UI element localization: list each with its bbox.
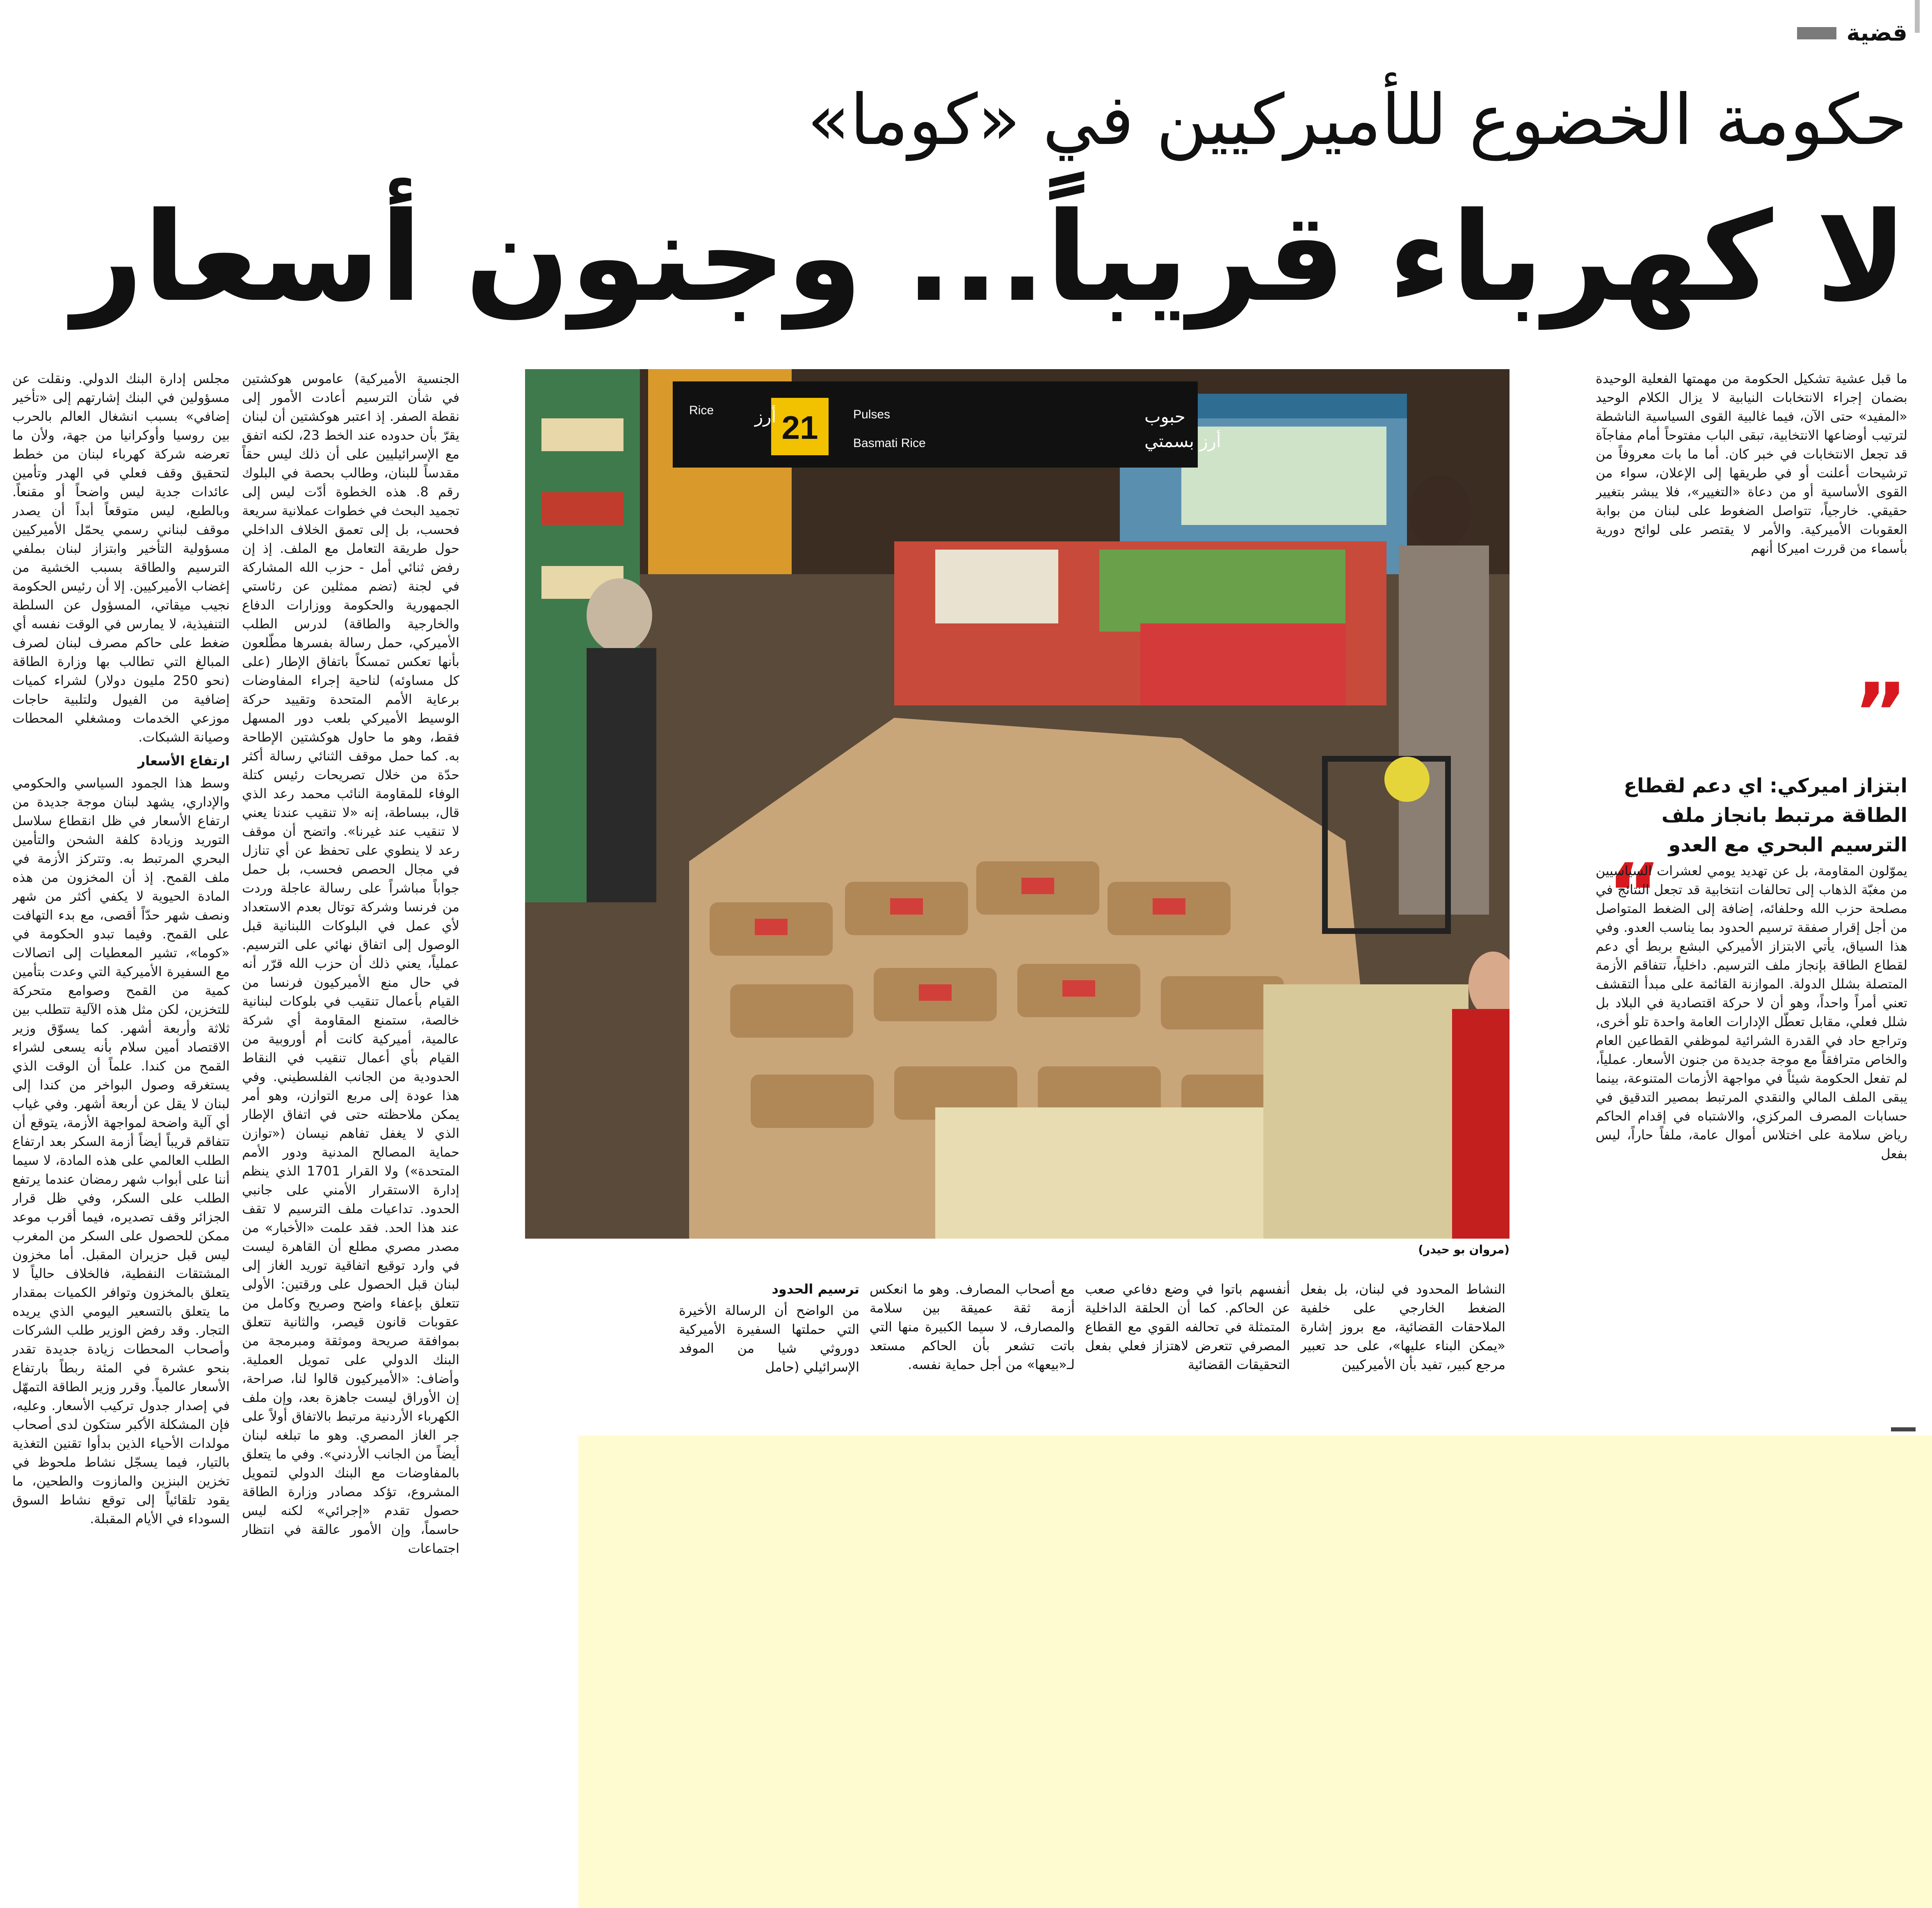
article-col-right-bottom [1596,861,1907,1419]
sign-number: 21 [781,409,818,446]
article-col-left [12,369,230,1813]
article-paragraph: وسط هذا الجمود السياسي والحكومي والإداري، يشهد لبنان موجة جديدة من ارتفاع الأسعار في ظل انقطاع سلاسل التوريد وزيادة كلفة الشحن والتأمين البحري المرتبط به. وتتركز الأزمة في ملف القمح. إذ أن المخزون من هذه المادة الحيوية لا يكفي أكثر من شهر ونصف شهر حدّاً أقصى، مع بدء التهافت على القمح. وفيما تبدو الحكومة في «كوما»، تشير المعطيات إلى اتصالات مع السفيرة الأميركية التي وعدت بتأمين كمية من القمح وصوامع متحركة للتخزين، لكن مثل هذه الآلية تتطلب بين ثلاثة وأربعة أشهر. كما يسوّق وزير الاقتصاد أمين سلام بأنه يسعى لشراء القمح من كندا. علماً أن الوقت الذي يستغرقه وصول البواخر من كندا إلى لبنان لا يقل عن أربعة أشهر. وفي غياب أي آلية واضحة لمواجهة الأزمة، يتوقع أن تتفاقم قريباً أيضاً أزمة السكر بعد ارتفاع الطلب العالمي على هذه المادة، لا سيما أننا على أبواب شهر رمضان عندما يرتفع الطلب على السكر، وفي ظل قرار الجزائر وقف تصديره، فيما أقرب موعد ممكن للحصول على السكر من المغرب ليس قبل حزيران المقبل. أما مخزون المشتقات النفطية، فالخلاف حالياً لا يتعلق بالمخزون وتوافر الكميات بمقدار ما يتعلق بالتسعير اليومي الذي يريده التجار. وقد رفض الوزير طلب الشركات وأصحاب المحطات زيادة جديدة تقدر بنحو عشرة في المئة ربطاً بارتفاع الأسعار عالمياً. وقرر وزير الطاقة التمهّل في إصدار جدول تركيب الأسعار. وعليه، فإن المشكلة الأكبر ستكون لدى أصحاب مولدات الأحياء الذين بدأوا تقنين التغذية بالتيار، فيما يسجّل نشاط ملحوظ في تخزين البنزين والمازوت والطحين، ما يقود تلقائياً إلى توقع نشاط السوق السوداء في الأيام المقبلة. [12,775,230,1527]
article-paragraph: مع أصحاب المصارف. وهو ما انعكس أزمة ثقة عميقة بين سلامة والمصارف، لا سيما الكبيرة منها التي باتت تشعر بأن الحاكم مستعد لـ«بيعها» من أجل حماية نفسه. [870,1281,1075,1372]
ad-placeholder [578,1436,1932,1908]
sign-en-left: Rice [689,404,714,417]
photo-illustration [525,369,1510,1239]
sign-ar-left: أرز [755,406,776,427]
article-paragraph: النشاط المحدود في لبنان، بل بفعل الضغط الخارجي على خلفية الملاحقات القضائية، مع بروز إشارة «يمكن البناء عليها»، على حد تعبير مرجع كبير، تفيد بأن الأميركيين [1300,1281,1505,1372]
section-label-text: قضية [1846,20,1907,46]
article-paragraph: من الواضح أن الرسالة الأخيرة التي حملتها السفيرة الأميركية دوروثي شيا من الموفد الإسرائيلي (حامل [679,1303,859,1375]
section-label [1797,20,1907,46]
article-col-right-top [1596,369,1907,689]
photo-caption: (مروان بو حيدر) [1418,1243,1510,1256]
next-article-stub [1891,1427,1916,1431]
article-paragraph: مجلس إدارة البنك الدولي. ونقلت عن مسؤولين في البنك إشارتهم إلى «تأخير إضافي» بسبب انشغال العالم بالحرب بين روسيا وأوكرانيا من جهة، ولأن ما تعرضه شركة كهرباء لبنان من خطط لتحقيق وقف فعلي في الهدر وتأمين عائدات جدية ليس واضحاً أو مقنعاً. وبالطبع، ليس متوقعاً أبداً أن يصدر موقف لبناني رسمي يحمّل الأميركيين مسؤولية التأخير وابتزاز لبنان بملفي الترسيم والطاقة بسبب الخشية من إغضاب الأميركيين. إلا أن رئيس الحكومة نجيب ميقاتي، المسؤول عن السلطة التنفيذية، لا يمارس في الوقت نفسه أي ضغط على حاكم مصرف لبنان لصرف المبالغ التي تطالب بها وزارة الطاقة (نحو 250 مليون دولار) لشراء كميات إضافية من الفيول ولتلبية حاجات موزعي الخدمات ومشغلي المحطات وصيانة الشبكات. [12,371,230,745]
article-col-bottom-4 [679,1280,859,1403]
article-col-bottom-2 [1085,1280,1290,1403]
article-paragraph: الجنسية الأميركية) عاموس هوكشتين في شأن الترسيم أعادت الأمور إلى نقطة الصفر. إذ اعتبر هوكشتين أن لبنان يقرّ بأن حدوده عند الخط 23، لكنه اتفق مع الإسرائيليين على أن ذلك ليس حقاً مقدساً للبنان، وطالب بحصة في البلوك رقم 8. هذه الخطوة أدّت ليس إلى تجميد البحث في خطوات عملانية سريعة فحسب، بل إلى تعمق الخلاف الداخلي حول طريقة التعامل مع الملف. إذ إن رفض ثنائي أمل - حزب الله المشاركة في لجنة (تضم ممثلين عن رئاستي الجمهورية والحكومة ووزارات الدفاع والخارجية والطاقة) لدرس الطلب الأميركي، حمل رسالة بفسرها مطّلعون بأنها تعكس تمسكاً باتفاق الإطار (على كل مساوئه) لناحية إجراء المفاوضات برعاية الأمم المتحدة وتقييد حركة الوسيط الأميركي بلعب دور المسهل فقط، وهو ما حاول هوكشتين الإطاحة به. كما حمل موقف الثنائي رسالة أكثر حدّة من خلال تصريحات رئيس كتلة الوفاء للمقاومة النائب محمد رعد الذي قال، ببساطة، إنه «لا تنقيب عندنا يعني لا تنقيب عند غيرنا». واتضح أن موقف رعد لا ينطوي على تحفظ عن أي تنازل في مجال الحصص فحسب، بل حمل جواباً مباشراً على رسالة عاجلة وردت من فرنسا وشركة توتال بعدم الاستعداد لأي عمل في البلوكات اللبنانية قبل الوصول إلى اتفاق نهائي على الترسيم. عملياً، يعني ذلك أن حزب الله قرّر أنه في حال منع الأميركيون فرنسا من القيام بأعمال تنقيب في بلوكات لبنانية خالصة، ستمنع المقاومة أي شركة عالمية، أميركية كانت أم أوروبية من القيام بأي أعمال تنقيب في النقاط الحدودية من الجانب الفلسطيني. وفي هذا عودة إلى مربع التوازن، وهو أمر يمكن ملاحظته حتى في اتفاق الإطار الذي لا يغفل تفاهم نيسان («توازن حماية المصالح المدنية ودور الأمم المتحدة») ولا القرار 1701 الذي ينظم إدارة الاستقرار الأمني على جانبي الحدود. تداعيات ملف الترسيم لا تقف عند هذا الحد. فقد علمت «الأخبار» من مصدر مصري مطلع أن القاهرة ليست في وارد توقيع اتفاقية توريد الغاز إلى لبنان قبل الحصول على ورقتين: الأولى تتعلق بإعفاء واضح وصريح وكامل من عقوبات قانون قيصر، والثانية تتعلق بموافقة صريحة وموثقة ومبرمجة من البنك الدولي على تمويل العملية. وأضاف: «الأميركيون قالوا لنا، صراحة، إن الأوراق ليست جاهزة بعد، وإن ملف الكهرباء الأردنية مرتبط بالاتفاق أولاً على جر الغاز المصري. وهو ما تبلغه لبنان أيضاً من الجانب الأردني». وفي ما يتعلق بالمفاوضات مع البنك الدولي لتمويل المشروع، تؤكد مصادر وزارة الطاقة حصول تقدم «إجرائي» لكنه ليس حاسماً، وإن الأمور عالقة في انتظار اجتماعات [242,371,459,1556]
sign-ar-mid: أرز بسمتي [1144,431,1221,451]
subheading: ارتفاع الأسعار [137,753,230,769]
top-rule [1915,0,1920,33]
sign-ar-right: حبوب [1144,406,1185,427]
section-label-bar [1797,27,1836,39]
quote-open-icon: “ [1607,846,1661,942]
quote-close-icon: ” [1853,666,1907,761]
sign-en-right: Pulses [853,408,891,421]
subheading: ترسيم الحدود [772,1281,859,1297]
kicker-title: حكومة الخضوع للأميركيين في «كوما» [807,80,1907,161]
headline: لا كهرباء قريباً... وجنون أسعار [72,186,1907,329]
article-paragraph: يموّلون المقاومة، بل عن تهديد يومي لعشرات السياسيين من مغبّة الذهاب إلى تحالفات انتخابية قد تجعل النتائج في مصلحة حزب الله وحلفائه، إضافة إلى الضغط المتواصل من أجل إقرار صفقة ترسيم الحدود بما يناسب العدو. وفي هذا السياق، يأتي الابتزاز الأميركي البشع بربط أي دعم لقطاع الطاقة بإنجاز ملف الترسيم. داخلياً، تتفاقم الأزمة المتصلة بشلل الدولة. الموازنة القائمة على مبدأ التقشف تعني أمراً واحداً، وهو أن لا حركة اقتصادية في البلاد بل شلل فعلي، مقابل تعطّل الإدارات العامة واحدة تلو أخرى، وتراجع حاد في القدرة الشرائية لموظفي القطاعين العام والخاص مترافقاً مع موجة جديدة من جنون الأسعار. عملياً، لم تفعل الحكومة شيئاً في مواجهة الأزمات المتنوعة، بينما يبقى الملف المالي والنقدي المرتبط بمصير التدقيق في حسابات المصرف المركزي، والاشتباه في إقدام الحاكم رياض سلامة على اختلاس أموال عامة، ملفاً حاراً، ليس بفعل [1596,863,1907,1162]
article-col-bottom-1 [1300,1280,1505,1403]
article-paragraph: أنفسهم باتوا في وضع دفاعي صعب عن الحاكم. كما أن الحلقة الداخلية المتمثلة في تحالفه القوي مع القطاع المصرفي تتعرض لاهتزاز فعلي بفعل التحقيقات القضائية [1085,1281,1290,1372]
article-col-mid [242,369,459,1755]
article-col-bottom-3 [870,1280,1075,1403]
sign-en-mid: Basmati Rice [853,436,926,450]
article-paragraph: ما قبل عشية تشكيل الحكومة من مهمتها الفعلية الوحيدة بضمان إجراء الانتخابات النيابية لا يزال الكلام الوحيد «المفيد» حتى الآن، فيما غالبية القوى السياسية الناشطة لترتيب أوضاعها الانتخابية، تبقى الباب مفتوحاً أمام مفاجآة قد تجعل الانتخابات في خبر كان. أما ما بات معروفاً من ترشيحات أعلنت أو في طريقها إلى الإعلان، سواء من القوى الأساسية أو من دعاة «التغيير»، فلا يبشر بتغيير حقيقي. خارجياً، تتواصل الضغوط على لبنان من بوابة العقوبات الأميركية. والأمر لا يقتصر على لوائح دورية بأسماء من قررت اميركا أنهم [1596,371,1907,556]
supermarket-photo [525,369,1510,1239]
pullquote: ابتزاز اميركي: اي دعم لقطاع الطاقة مرتبط بانجاز ملف الترسيم البحري مع العدو [1624,774,1907,856]
